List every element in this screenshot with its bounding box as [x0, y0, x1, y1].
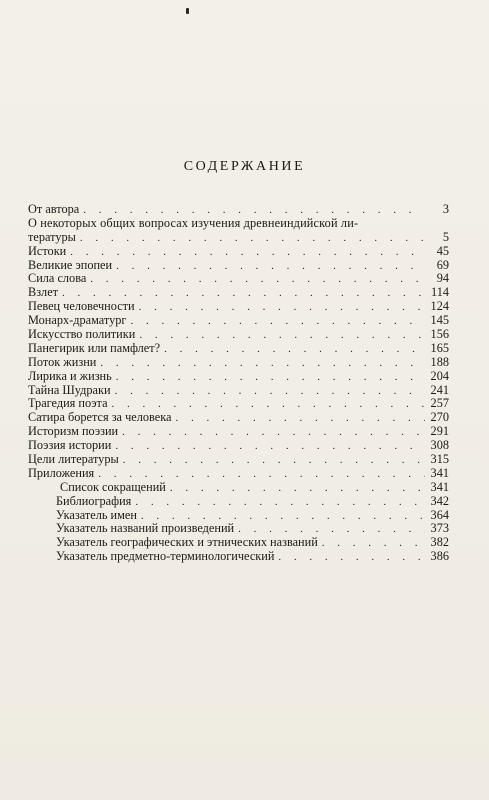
toc-entry-page: 45 [436, 243, 449, 258]
toc-entry-tseli-literatury[interactable] [28, 453, 449, 467]
toc-subentry-ukazatel-geograficheskikh[interactable] [28, 536, 449, 550]
toc-entry-page: 342 [430, 493, 449, 508]
dot-leader [322, 537, 425, 551]
toc-entry-panegirik[interactable] [28, 342, 449, 356]
toc-entry-page: 364 [430, 507, 449, 522]
toc-entry-ot-avtora[interactable] [28, 203, 449, 217]
dot-leader [116, 260, 425, 274]
page-mark [186, 8, 189, 14]
toc-entry-page: 270 [430, 410, 449, 425]
toc-entry-label: Указатель предметно-терминологический [56, 549, 275, 564]
toc-entry-vzlet[interactable] [28, 286, 449, 300]
dot-leader [115, 385, 425, 399]
toc-entry-iskusstvo-politiki[interactable] [28, 328, 449, 342]
page-title: СОДЕРЖАНИЕ [183, 159, 306, 175]
toc-entry-page: 257 [430, 396, 449, 411]
toc-entry-label: Великие эпопеи [28, 257, 113, 272]
toc-subentry-ukazatel-imen[interactable] [28, 509, 449, 523]
toc-entry-label: Цели литературы [28, 452, 119, 467]
dot-leader [278, 551, 425, 565]
toc-entry-sila-slova[interactable] [28, 272, 449, 286]
toc-entry-label: Указатель имен [56, 507, 137, 522]
toc-entry-page: 386 [430, 549, 449, 564]
toc-entry-page: 69 [436, 257, 449, 272]
toc-entry-label: Певец человечности [28, 299, 135, 314]
toc-entry-monarkh-dramaturg[interactable] [28, 314, 449, 328]
toc-entry-obshchie-voprosy-line2[interactable] [28, 231, 449, 245]
toc-entry-label: Монарх-драматург [28, 313, 127, 328]
dot-leader [122, 426, 425, 440]
toc-entry-label: Приложения [28, 465, 95, 480]
dot-leader [123, 454, 425, 468]
toc-entry-tragediya-poeta[interactable] [28, 397, 449, 411]
dot-leader [100, 357, 425, 371]
toc-entry-label: Взлет [28, 285, 59, 300]
toc-entry-label: Поэзия истории [28, 438, 112, 453]
toc-entry-istoki[interactable] [28, 245, 449, 259]
toc-entry-label: Указатель географических и этнических названий [56, 535, 318, 550]
toc-entry-label: Искусство политики [28, 327, 136, 342]
toc-entry-page: 373 [430, 521, 449, 536]
toc-entry-obshchie-voprosy-line1[interactable] [28, 217, 449, 231]
toc-entry-label: Лирика и жизнь [28, 368, 112, 383]
toc-entry-label: Список сокращений [60, 479, 166, 494]
toc-entry-page: 145 [430, 313, 449, 328]
toc-entry-label: Панегирик или памфлет? [28, 340, 161, 355]
toc-entry-pevets-chelovechnosti[interactable] [28, 300, 449, 314]
dot-leader [175, 412, 425, 426]
toc-entry-satira[interactable] [28, 411, 449, 425]
toc-subentry-ukazatel-nazvaniy[interactable] [28, 522, 449, 536]
dot-leader [135, 496, 425, 510]
toc-entry-velikie-epopei[interactable] [28, 259, 449, 273]
toc-entry-page: 114 [431, 285, 449, 300]
toc-entry-page: 188 [430, 354, 449, 369]
toc-entry-label: О некоторых общих вопросах изучения древнеиндийской ли- [28, 215, 359, 230]
toc-entry-page: 5 [442, 229, 449, 244]
toc-entry-label: Сила слова [28, 271, 87, 286]
dot-leader [139, 329, 425, 343]
toc-entry-poeziya-istorii[interactable] [28, 439, 449, 453]
dot-leader [130, 315, 425, 329]
toc-entry-label: Сатира борется за человека [28, 410, 172, 425]
dot-leader [80, 232, 425, 246]
toc-subentry-spisok-sokrashcheniy[interactable] [28, 481, 449, 495]
toc-entry-potok-zhizni[interactable] [28, 356, 449, 370]
dot-leader [164, 343, 425, 357]
toc-entry-page: 124 [430, 299, 449, 314]
toc-entry-page: 291 [430, 424, 449, 439]
toc-entry-prilozheniya[interactable] [28, 467, 449, 481]
toc-entry-page: 204 [430, 368, 449, 383]
toc-entry-istorizm-poezii[interactable] [28, 425, 449, 439]
toc-entry-label: От автора [28, 202, 80, 216]
toc-entry-label: Библиография [56, 493, 132, 508]
toc-entry-label: Историзм поэзии [28, 424, 119, 439]
toc-entry-page: 3 [442, 202, 449, 216]
dot-leader [115, 440, 425, 454]
table-of-contents [28, 203, 449, 564]
dot-leader [139, 301, 425, 315]
dot-leader [116, 371, 425, 385]
toc-entry-label: тературы [28, 229, 76, 244]
dot-leader [90, 273, 425, 287]
toc-entry-page: 165 [430, 340, 449, 355]
toc-entry-page: 315 [430, 452, 449, 467]
toc-entry-label: Указатель названий произведений [56, 521, 235, 536]
dot-leader [170, 482, 425, 496]
toc-entry-page: 156 [430, 327, 449, 342]
toc-entry-label: Истоки [28, 243, 67, 258]
toc-entry-page: 241 [430, 382, 449, 397]
toc-entry-label: Трагедия поэта [28, 396, 108, 411]
toc-entry-lirika-i-zhizn[interactable] [28, 370, 449, 384]
toc-entry-label: Поток жизни [28, 354, 97, 369]
toc-entry-page: 308 [430, 438, 449, 453]
toc-entry-page: 341 [430, 479, 449, 494]
toc-entry-tayna-shudraki[interactable] [28, 384, 449, 398]
dot-leader [70, 246, 425, 260]
toc-subentry-bibliografiya[interactable] [28, 495, 449, 509]
toc-entry-page: 382 [430, 535, 449, 550]
toc-entry-page: 341 [430, 465, 449, 480]
toc-entry-page: 94 [436, 271, 449, 286]
toc-subentry-ukazatel-predmetno[interactable] [28, 550, 449, 564]
toc-entry-label: Тайна Шудраки [28, 382, 111, 397]
